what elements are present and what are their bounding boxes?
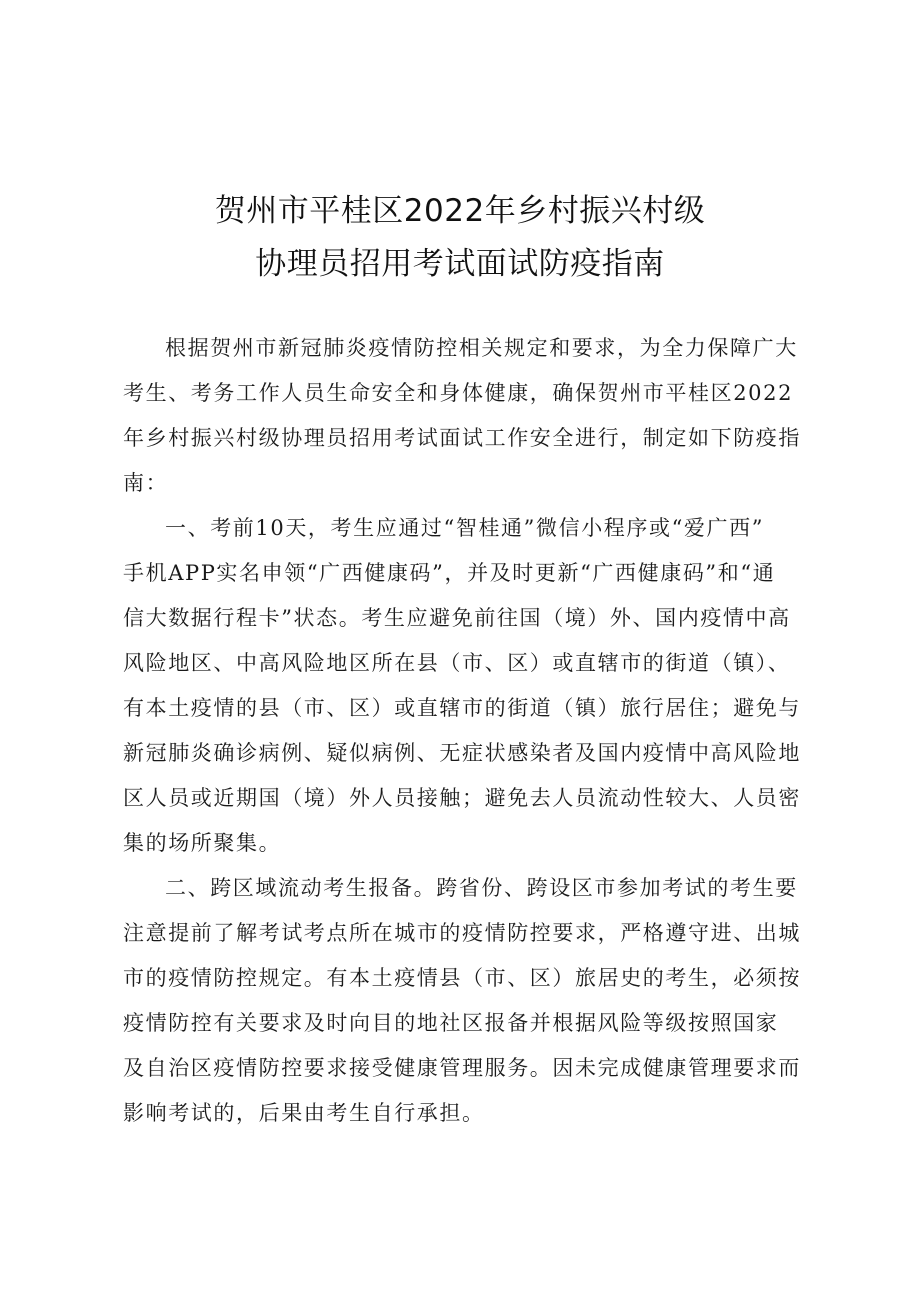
paragraph-line: 信大数据行程卡”状态。考生应避免前往国（境）外、国内疫情中高 [123,606,791,630]
paragraph-line: 及自治区疫情防控要求接受健康管理服务。因未完成健康管理要求而 [123,1056,801,1080]
paragraph-line: 手机APP实名申领“广西健康码”，并及时更新“广西健康码”和“通 [123,561,776,585]
paragraph-section-2 [123,866,813,1136]
document-body [123,326,813,1136]
paragraph-line: 二、跨区域流动考生报备。跨省份、跨设区市参加考试的考生要 [165,876,798,900]
paragraph-line: 集的场所聚集。 [123,831,282,855]
paragraph-line: 根据贺州市新冠肺炎疫情防控相关规定和要求，为全力保障广大 [165,336,798,360]
paragraph-line: 新冠肺炎确诊病例、疑似病例、无症状感染者及国内疫情中高风险地 [123,741,801,765]
document-title-line-1: 贺州市平桂区2022年乡村振兴村级 [214,193,706,229]
paragraph-line: 考生、考务工作人员生命安全和身体健康，确保贺州市平桂区2022 [123,381,794,405]
paragraph-line: 风险地区、中高风险地区所在县（市、区）或直辖市的街道（镇）、 [123,651,791,675]
paragraph-line: 有本土疫情的县（市、区）或直辖市的街道（镇）旅行居住；避免与 [123,696,801,720]
paragraph-line: 疫情防控有关要求及时向目的地社区报备并根据风险等级按照国家 [123,1011,779,1035]
paragraph-line: 一、考前10天，考生应通过“智桂通”微信小程序或“爱广西” [165,516,765,540]
document-title-line-2: 协理员招用考试面试防疫指南 [255,246,665,282]
paragraph-line: 区人员或近期国（境）外人员接触；避免去人员流动性较大、人员密 [123,786,801,810]
paragraph-line: 影响考试的，后果由考生自行承担。 [123,1101,485,1125]
paragraph-section-1 [123,506,813,866]
paragraph-line: 注意提前了解考试考点所在城市的疫情防控要求，严格遵守进、出城 [123,921,801,945]
paragraph-intro [123,326,813,506]
paragraph-line: 南： [123,471,169,495]
paragraph-line: 市的疫情防控规定。有本土疫情县（市、区）旅居史的考生，必须按 [123,966,801,990]
paragraph-line: 年乡村振兴村级协理员招用考试面试工作安全进行，制定如下防疫指 [123,426,801,450]
